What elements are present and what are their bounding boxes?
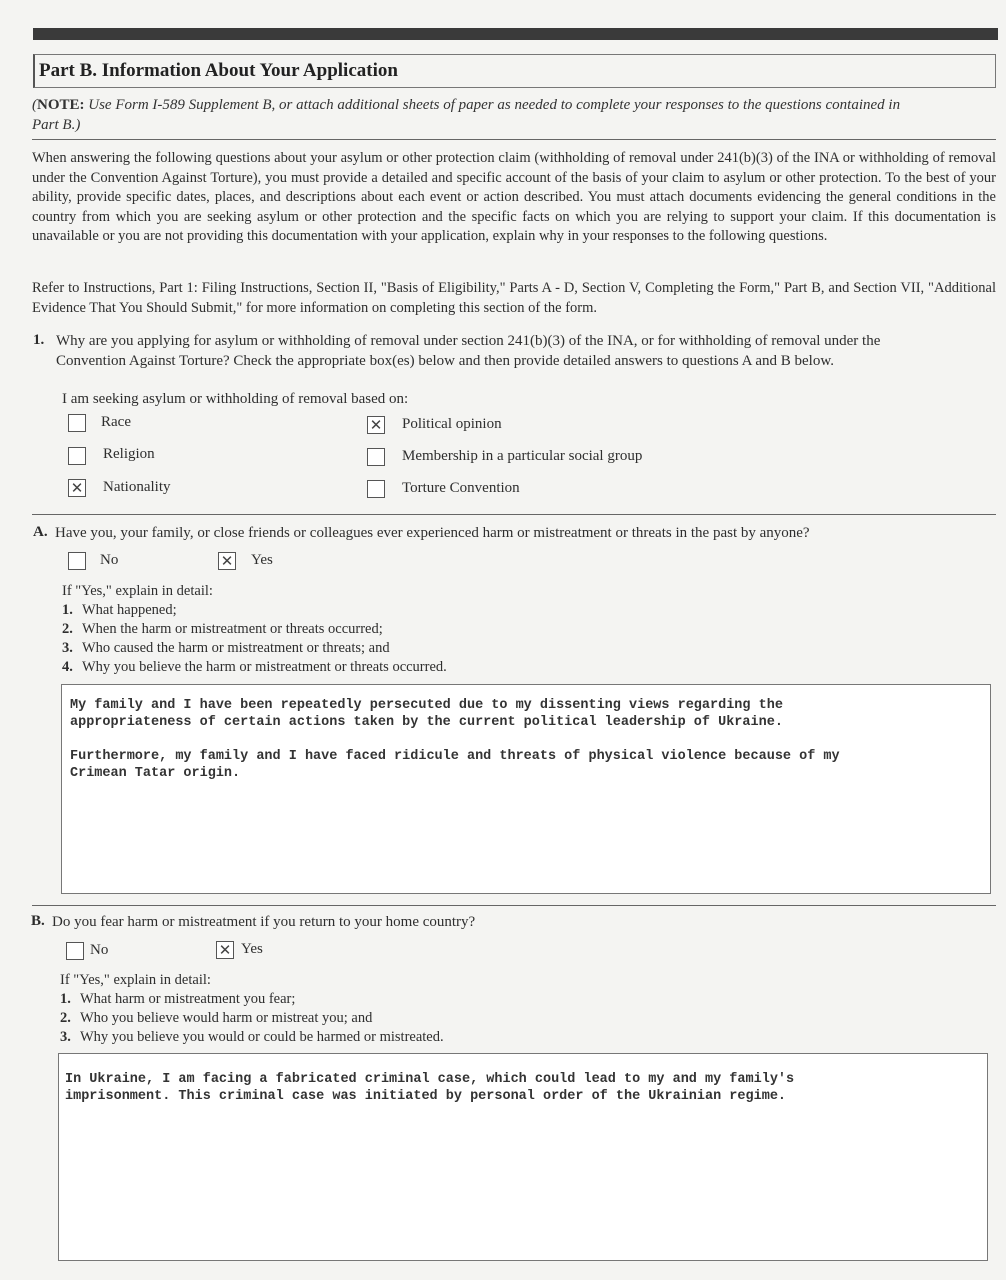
question-a-item: 4. Why you believe the harm or mistreatment or threats occurred. [62, 659, 447, 675]
race-checkbox[interactable] [68, 414, 86, 432]
social-group-label: Membership in a particular social group [402, 448, 643, 464]
question-a-text: Have you, your family, or close friends or colleagues ever experienced harm or mistreatment or threats in the past by anyone? [55, 525, 810, 541]
divider [32, 905, 996, 906]
question-a-item: 3. Who caused the harm or mistreatment or threats; and [62, 640, 390, 656]
question-b-text: Do you fear harm or mistreatment if you return to your home country? [52, 914, 476, 930]
page-title: Part B. Information About Your Application [39, 60, 398, 81]
nationality-label: Nationality [103, 479, 171, 495]
torture-convention-checkbox[interactable] [367, 480, 385, 498]
question-b-yes-checkbox[interactable] [216, 941, 234, 959]
race-label: Race [101, 414, 131, 430]
check-icon: ✕ [220, 552, 234, 570]
torture-convention-label: Torture Convention [402, 480, 520, 496]
divider [32, 139, 996, 140]
question-b-answer-field[interactable] [58, 1053, 988, 1261]
question-b-item: 3. Why you believe you would or could be harmed or mistreated. [60, 1029, 444, 1045]
question-b-no-checkbox[interactable] [66, 942, 84, 960]
note: (NOTE: Use Form I-589 Supplement B, or attach additional sheets of paper as needed to complete your responses to the questions contained in Part B.) [32, 97, 901, 133]
question-a-answer-text: My family and I have been repeatedly persecuted due to my dissenting views regarding the appropriateness of certain actions taken by the current political leadership of Ukraine. Furthermore, my family and I have faced ridicule and threats of physical violence because of my Crimean Tatar origin. [70, 698, 840, 781]
note-label: NOTE: [37, 97, 85, 113]
question-b-answer-text: In Ukraine, I am facing a fabricated criminal case, which could lead to my and my family's imprisonment. This criminal case was initiated by personal order of the Ukrainian regime. [65, 1072, 795, 1104]
religion-checkbox[interactable] [68, 447, 86, 465]
social-group-checkbox[interactable] [367, 448, 385, 466]
question-a-item: 2. When the harm or mistreatment or threats occurred; [62, 621, 383, 637]
question-a-answer-field[interactable] [61, 684, 991, 894]
header-bar [33, 28, 998, 40]
question-1-line1: Why are you applying for asylum or withholding of removal under section 241(b)(3) of the INA, or for withholding of removal under the [56, 333, 881, 349]
note-text-2: Part B.) [32, 117, 81, 133]
intro-paragraph: When answering the following questions about your asylum or other protection claim (withholding of removal under 241(b)(3) of the INA or withholding of removal under the Convention Against Torture), you must provide a detailed and specific account of the basis of your claim to asylum or other protection. To the best of your ability, provide specific dates, places, and descriptions about each event or action described. You must attach documents evidencing the general conditions in the country from which you are seeking asylum or other protection and the specific facts on which you are relying to support your claim. If this documentation is unavailable or you are not providing this documentation with your application, explain why in your responses to the following questions. [32, 150, 996, 244]
religion-label: Religion [103, 446, 155, 462]
note-text-1: Use Form I-589 Supplement B, or attach additional sheets of paper as needed to complete your responses to the questions contained in [88, 97, 901, 113]
question-b-item: 1. What harm or mistreatment you fear; [60, 991, 296, 1007]
question-b-item: 2. Who you believe would harm or mistreat you; and [60, 1010, 373, 1026]
question-b-yes-label: Yes [241, 941, 263, 957]
question-a-letter: A. [33, 524, 48, 540]
question-a-no-checkbox[interactable] [68, 552, 86, 570]
question-b-no-label: No [90, 942, 109, 958]
question-a-item: 1. What happened; [62, 602, 177, 618]
political-opinion-label: Political opinion [402, 416, 502, 432]
part-header [33, 54, 996, 88]
refer-paragraph: Refer to Instructions, Part 1: Filing Instructions, Section II, "Basis of Eligibility," Parts A - D, Section V, Completing the Form," Part B, and Section VII, "Additional Evidence That You Should Submit," for more information on completing this section of the form. [32, 280, 996, 316]
nationality-checkbox[interactable] [68, 479, 86, 497]
question-b-letter: B. [31, 913, 45, 929]
question-1-number: 1. [33, 332, 45, 348]
check-icon: ✕ [369, 416, 383, 434]
question-1-line2: Convention Against Torture? Check the appropriate box(es) below and then provide detailed answers to questions A and B below. [56, 353, 834, 369]
divider [32, 514, 996, 515]
question-a-explain-label: If "Yes," explain in detail: [62, 583, 213, 599]
political-opinion-checkbox[interactable] [367, 416, 385, 434]
question-b-explain-label: If "Yes," explain in detail: [60, 972, 211, 988]
question-a-no-label: No [100, 552, 119, 568]
check-icon: ✕ [218, 941, 232, 959]
seeking-label: I am seeking asylum or withholding of removal based on: [62, 391, 409, 407]
question-a-yes-checkbox[interactable] [218, 552, 236, 570]
question-a-yes-label: Yes [251, 552, 273, 568]
check-icon: ✕ [70, 479, 84, 497]
